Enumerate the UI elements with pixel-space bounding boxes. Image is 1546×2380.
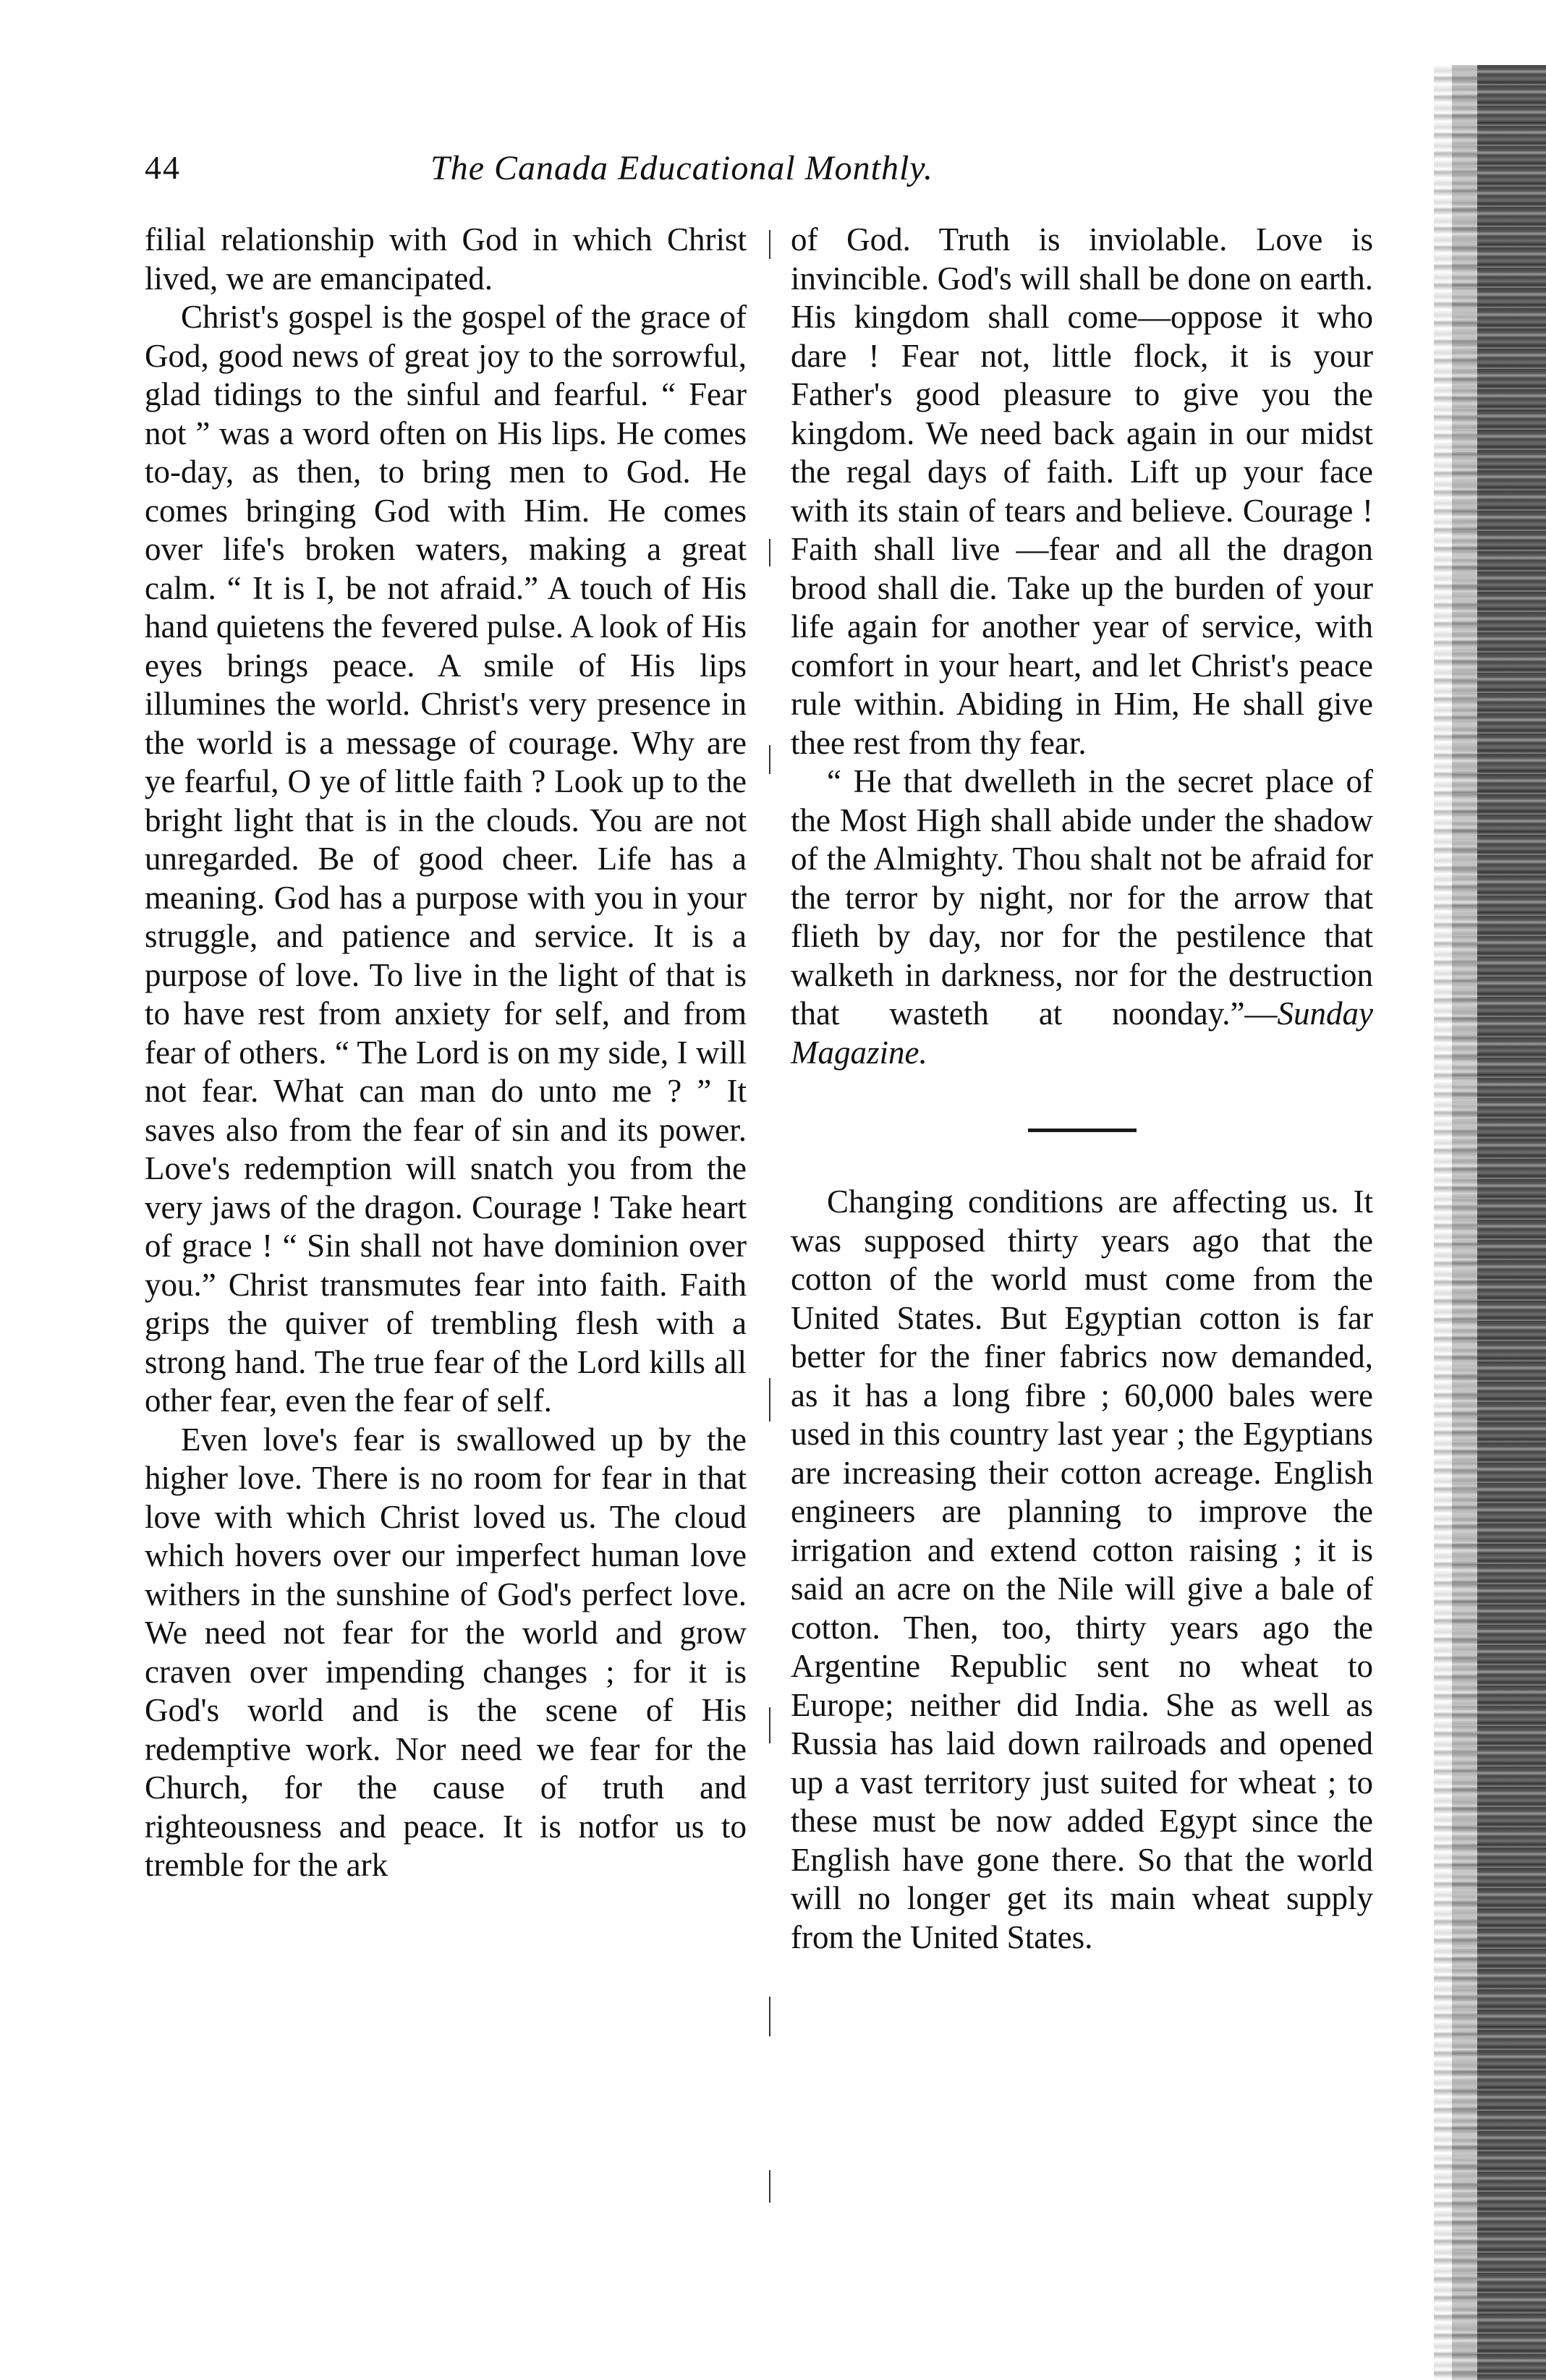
column-divider-rule: [769, 745, 770, 774]
running-head: [145, 148, 1114, 199]
paragraph-psalm-quote: [791, 762, 1373, 1072]
page-edge-shadow-highlight: [1434, 65, 1477, 2380]
paragraph-of-god: of God. Truth is inviolable. Love is invincible. God's will shall be done on earth. His kingdom shall come—oppose it who dare ! Fear not, little flock, it is your Father's good pleasure to give you the kingdom. We need back again in our midst the regal days of faith. Lift up your face with its stain of tears and believe. Courage ! Faith shall live —fear and all the dragon brood shall die. Take up the burden of your life again for another year of service, with comfort in your heart, and let Christ's peace rule within. Abiding in Him, He shall give thee rest from thy fear.: [791, 221, 1373, 761]
column-divider-rule: [769, 2170, 770, 2203]
column-divider-rule: [769, 1997, 770, 2036]
right-column: [791, 221, 1373, 1957]
psalm-quote-text: “ He that dwelleth in the secret place of the Most High shall abide under the shadow of the Almighty. Thou shalt not be afraid for the terror by night, nor for the arrow that flieth by day, nor for the pestilence that walketh in darkness, nor for the destruction that wasteth at noonday.”—: [791, 763, 1373, 1032]
paragraph-changing-conditions: Changing conditions are affecting us. It was supposed thirty years ago that the cotton of the world must come from the United States. But Egyptian cotton is far better for the finer fabrics now demanded, as it has a long fibre ; 60,000 bales were used in this country last year ; the Egyptians are increasing their cotton acreage. English engineers are planning to improve the irrigation and extend cotton raising ; it is said an acre on the Nile will give a bale of cotton. Then, too, thirty years ago the Argentine Republic sent no wheat to Europe; neither did India. She as well as Russia has laid down railroads and opened up a vast territory just suited for wheat ; to these must be now added Egypt since the English have gone there. So that the world will no longer get its main wheat supply from the United States.: [791, 1183, 1373, 1955]
column-divider-rule: [769, 1378, 770, 1421]
column-divider-rule: [769, 1707, 770, 1743]
column-divider-rule: [769, 230, 770, 259]
section-break-rule: [1028, 1129, 1137, 1132]
paragraph-love-fear: Even love's fear is swallowed up by the higher love. There is no room for fear in that love with which Christ loved us. The cloud which hovers over our imperfect human love withers in the sunshine of God's perfect love. We need not fear for the world and grow craven over impending changes ; for it is God's world and is the scene of His redemptive work. Nor need we fear for the Church, for the cause of truth and righteousness and peace. It is notfor us to tremble for the ark: [145, 1421, 747, 1883]
column-divider-rule: [769, 539, 770, 566]
left-column: [145, 221, 747, 1885]
journal-title: The Canada Educational Monthly.: [430, 149, 933, 187]
paragraph-gospel: Christ's gospel is the gospel of the grace of God, good news of great joy to the sorrowful, glad tidings to the sinful and fearful. “ Fear not ” was a word often on His lips. He comes to-day, as then, to bring men to God. He comes bringing God with Him. He comes over life's broken waters, making a great calm. “ It is I, be not afraid.” A touch of His hand quietens the fevered pulse. A look of His eyes brings peace. A smile of His lips illumines the world. Christ's very presence in the world is a message of courage. Why are ye fearful, O ye of little faith ? Look up to the bright light that is in the clouds. You are not unregarded. Be of good cheer. Life has a meaning. God has a purpose with you in your struggle, and patience and service. It is a purpose of love. To live in the light of that is to have rest from anxiety for self, and from fear of others. “ The Lord is on my side, I will not fear. What can man do unto me ? ” It saves also from the fear of sin and its power. Love's redemption will snatch you from the very jaws of the dragon. Courage ! Take heart of grace ! “ Sin shall not have dominion over you.” Christ transmutes fear into faith. Faith grips the quiver of trembling flesh with a strong hand. The true fear of the Lord kills all other fear, even the fear of self.: [145, 299, 747, 1419]
page-number: 44: [145, 149, 181, 186]
quote-source: Sunday Magazine.: [791, 995, 1373, 1071]
paragraph-continued: filial relationship with God in which Christ lived, we are emancipated.: [145, 221, 747, 297]
